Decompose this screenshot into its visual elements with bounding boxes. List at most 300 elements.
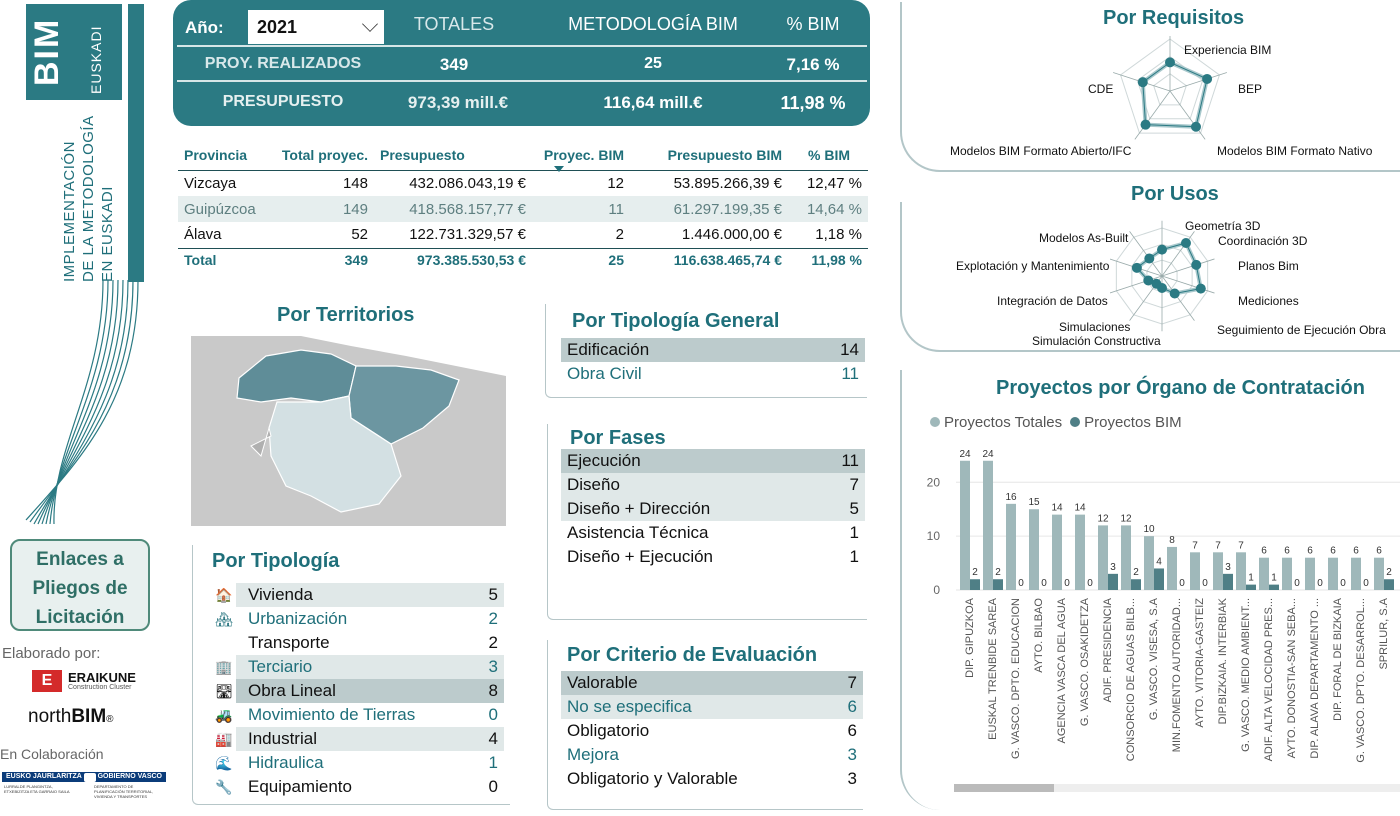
list-item-label: Obra Civil xyxy=(567,364,642,383)
list-item-value: 11 xyxy=(841,364,859,383)
list-item-label-wrap xyxy=(212,655,312,679)
links-button-line: Enlaces a xyxy=(36,549,124,570)
gov-fine-left: LURRALDE PLANGINTZA, ETXEBIZITZA ETA GARRAIO SAILA xyxy=(4,784,70,794)
usos-label-geometria: Geometría 3D xyxy=(1185,219,1261,233)
bar-totales xyxy=(1144,536,1154,590)
table-cell: 53.895.266,39 € xyxy=(673,174,782,192)
bar-bim xyxy=(1223,574,1233,590)
header-pct: % BIM xyxy=(786,14,840,34)
list-item[interactable] xyxy=(212,607,504,631)
bar-bim xyxy=(1384,579,1394,590)
vertical-title-line: EN EUSKADI xyxy=(99,186,116,282)
radar-point xyxy=(1196,284,1206,294)
list-item-value: 2 xyxy=(488,609,498,628)
bar-totales xyxy=(983,461,993,590)
col-proyec-bim-label: Proyec. BIM xyxy=(543,146,624,163)
bar-totales xyxy=(1167,547,1177,590)
bar-bim-label: 2 xyxy=(1133,567,1139,579)
list-item-value: 5 xyxy=(849,499,859,518)
list-item-value: 1 xyxy=(849,523,859,542)
table-cell: 12 xyxy=(607,174,624,192)
col-pct-bim[interactable]: % BIM xyxy=(788,140,868,170)
presupuesto-bim-value: 116,64 mill.€ xyxy=(603,93,703,112)
list-item-value: 3 xyxy=(847,745,857,764)
list-item[interactable] xyxy=(561,695,863,719)
list-item-value: 7 xyxy=(849,475,859,494)
bar-bim-label: 2 xyxy=(995,567,1001,579)
list-item-label: Obligatorio y Valorable xyxy=(567,769,738,788)
bar-totales xyxy=(1259,558,1269,590)
list-item[interactable] xyxy=(212,775,504,799)
summary-divider xyxy=(177,45,867,47)
x-category-label: DIP. FORAL DE BIZKAIA xyxy=(1332,598,1344,721)
list-item-value: 11 xyxy=(841,451,859,470)
list-item-label: Vivienda xyxy=(248,585,313,604)
table-cell: 1,18 % xyxy=(815,226,862,244)
bar-totales xyxy=(1075,515,1085,590)
x-category-label: G. VASCO. DPTO. EDUCACION xyxy=(1010,598,1022,759)
list-item-label-wrap xyxy=(212,607,347,631)
criterio-list xyxy=(561,671,863,791)
bar-totales-label: 8 xyxy=(1169,534,1175,546)
x-category-label: AYTO. VITORIA-GASTEIZ xyxy=(1194,598,1206,728)
col-presupuesto[interactable]: Presupuesto xyxy=(374,140,532,170)
usos-label-planos: Planos Bim xyxy=(1238,259,1299,273)
proy-bim-value: 25 xyxy=(644,55,662,72)
bar-totales-label: 14 xyxy=(1074,502,1086,514)
table-cell: 432.086.043,19 € xyxy=(409,174,526,192)
bar-bim-label: 0 xyxy=(1087,578,1093,589)
elaborado-label: Elaborado por: xyxy=(2,645,101,662)
eraikune-mark-icon: E xyxy=(32,670,62,692)
eraikune-name: ERAIKUNE xyxy=(68,670,136,685)
header-metodologia: METODOLOGÍA BIM xyxy=(568,14,738,34)
colaboracion-label: En Colaboración xyxy=(0,746,104,762)
list-item[interactable] xyxy=(212,583,504,607)
proy-totales-value: 349 xyxy=(439,55,469,74)
summary-divider xyxy=(177,80,867,82)
list-item-value: 3 xyxy=(488,657,498,676)
list-item-value: 0 xyxy=(488,777,498,796)
gov-shield-icon xyxy=(84,773,96,782)
year-select[interactable] xyxy=(248,10,384,44)
y-tick-label: 0 xyxy=(933,583,940,597)
legend-bim[interactable] xyxy=(1070,414,1182,431)
bar-totales xyxy=(1282,558,1292,590)
eraikune-logo xyxy=(32,670,136,692)
list-item-value: 1 xyxy=(488,753,498,772)
bar-bim-label: 3 xyxy=(1110,561,1116,573)
list-item-label-wrap xyxy=(567,743,619,767)
links-pliegos-button[interactable] xyxy=(10,539,150,631)
legend-bim-label: Proyectos BIM xyxy=(1084,414,1182,431)
usos-label-asbuilt: Modelos As-Built xyxy=(1039,231,1129,245)
requisitos-title: Por Requisitos xyxy=(1103,7,1245,29)
list-item-label-wrap xyxy=(567,671,638,695)
bar-totales xyxy=(1006,504,1016,590)
bar-totales-label: 10 xyxy=(1143,524,1155,536)
presupuesto-totales-value: 973,39 mill.€ xyxy=(407,93,509,112)
list-item-label: Industrial xyxy=(248,729,317,748)
radar-point xyxy=(1157,245,1167,255)
list-item[interactable] xyxy=(561,449,865,473)
x-category-label: DIP.BIZKAIA. INTERBIAK xyxy=(1217,598,1229,725)
logo-euskadi-text: EUSKADI xyxy=(88,25,104,94)
bar-totales-label: 24 xyxy=(982,448,994,460)
x-category-label: SPRILUR, S.A xyxy=(1378,598,1390,670)
links-button-line: Licitación xyxy=(35,607,125,628)
list-item-label: Urbanización xyxy=(248,609,348,628)
list-item-label-wrap xyxy=(212,703,415,727)
list-item-label: Equipamiento xyxy=(248,777,352,796)
table-row[interactable] xyxy=(178,222,868,248)
legend-totales-label: Proyectos Totales xyxy=(944,414,1063,431)
radar-point xyxy=(1170,288,1180,298)
list-item-label: No se especifica xyxy=(567,697,692,716)
tipologia-list xyxy=(212,583,504,799)
bar-bim xyxy=(1269,585,1279,590)
list-item-value: 0 xyxy=(488,705,498,724)
x-category-label: G. VASCO. DPTO. DESARROL... xyxy=(1355,598,1367,763)
col-provincia[interactable]: Provincia xyxy=(178,140,270,170)
bar-bim xyxy=(1246,585,1256,590)
list-item-label: Terciario xyxy=(248,657,313,676)
bar-totales xyxy=(1328,558,1338,590)
col-proyec-bim[interactable] xyxy=(532,140,630,170)
x-category-label: CONSORCIO DE AGUAS BILB... xyxy=(1125,598,1137,762)
bar-bim-label: 4 xyxy=(1156,556,1162,568)
chevron-down-icon xyxy=(362,16,378,32)
proy-pct-value: 7,16 % xyxy=(786,55,840,74)
x-category-label: DIP. GIPUZKOA xyxy=(964,598,976,678)
bar-totales-label: 12 xyxy=(1120,513,1132,525)
x-category-label: ADIF. ALTA VELOCIDAD PRES... xyxy=(1263,598,1275,762)
chart-legend xyxy=(930,414,1182,431)
bar-bim-label: 2 xyxy=(1386,567,1392,579)
list-item-label: Valorable xyxy=(567,673,638,692)
bar-bim-label: 1 xyxy=(1271,572,1277,584)
radar-series-halo xyxy=(1143,62,1207,126)
table-cell: 25 xyxy=(532,248,630,272)
bar-bim-label: 0 xyxy=(1294,578,1300,589)
bar-totales xyxy=(1305,558,1315,590)
list-item-label: Mejora xyxy=(567,745,619,764)
northbim-logo: northBIM® xyxy=(28,706,114,727)
wrench-icon: 🔧 xyxy=(212,775,236,799)
req-label-bep: BEP xyxy=(1238,82,1263,96)
list-item-label-wrap xyxy=(567,497,710,521)
col-presupuesto-bim[interactable]: Presupuesto BIM xyxy=(630,140,788,170)
list-item-label-wrap xyxy=(212,583,313,607)
legend-bim-dot-icon xyxy=(1070,417,1080,427)
radar-axis xyxy=(1135,91,1170,139)
list-item-value: 3 xyxy=(847,769,857,788)
bar-bim-label: 2 xyxy=(972,567,978,579)
table-cell: Guipúzcoa xyxy=(178,196,270,222)
vertical-title-line: DE LA METODOLOGÍA xyxy=(80,115,97,282)
x-category-label: AYTO. BILBAO xyxy=(1033,598,1045,673)
x-category-label: AYTO. DONOSTIA-SAN SEBA... xyxy=(1286,598,1298,759)
vertical-title xyxy=(60,82,117,282)
bar-bim xyxy=(1154,568,1164,590)
list-item-value: 8 xyxy=(488,681,498,700)
radar-point xyxy=(1143,275,1153,285)
table-cell: 2 xyxy=(615,226,624,244)
wave-icon: 🌊 xyxy=(212,751,236,775)
list-item-label: Diseño + Dirección xyxy=(567,499,711,518)
bar-bim xyxy=(1131,579,1141,590)
list-item[interactable] xyxy=(561,473,865,497)
bar-bim xyxy=(1108,574,1118,590)
list-item-value: 5 xyxy=(488,585,498,604)
gobierno-vasco-logo xyxy=(2,772,166,802)
table-cell: 116.638.465,74 € xyxy=(630,248,788,272)
factory-icon: 🏭 xyxy=(212,727,236,751)
logo-bim-text: BIM xyxy=(28,17,66,86)
bar-totales xyxy=(1213,552,1223,590)
bar-bim-label: 0 xyxy=(1340,578,1346,589)
list-item[interactable] xyxy=(561,497,865,521)
bar-totales-label: 6 xyxy=(1284,545,1290,557)
list-item[interactable] xyxy=(561,743,863,767)
table-cell: 122.731.329,57 € xyxy=(409,226,526,244)
table-cell: 11,98 % xyxy=(788,248,868,272)
radar-point xyxy=(1181,238,1191,248)
organo-bar-chart xyxy=(918,440,1400,796)
table-cell: 418.568.157,77 € xyxy=(374,196,532,222)
decorative-curves xyxy=(20,280,150,525)
bar-bim-label: 3 xyxy=(1225,561,1231,573)
usos-label-coordinacion: Coordinación 3D xyxy=(1218,234,1308,248)
list-item-label-wrap xyxy=(567,362,642,386)
legend-totales[interactable] xyxy=(930,414,1062,431)
northbim-a: north xyxy=(28,706,72,727)
list-item-label-wrap xyxy=(567,473,620,497)
legend-totales-dot-icon xyxy=(930,417,940,427)
usos-label-integracion: Integración de Datos xyxy=(997,294,1108,308)
list-item-label-wrap xyxy=(567,521,708,545)
table-cell: Álava xyxy=(184,226,222,244)
bar-bim-label: 0 xyxy=(1018,578,1024,589)
list-item-value: 14 xyxy=(840,340,859,359)
list-item-label-wrap xyxy=(212,775,352,799)
x-category-label: EUSKAL TRENBIDE SAREA xyxy=(987,598,999,740)
usos-label-simulaciones: Simulaciones xyxy=(1059,320,1131,334)
radar-point xyxy=(1202,74,1212,84)
tipologia-title: Por Tipología xyxy=(212,550,340,572)
radar-point xyxy=(1141,120,1151,130)
house-icon: 🏠 xyxy=(212,583,236,607)
tipologia-general-list xyxy=(561,338,865,386)
radar-point xyxy=(1165,57,1175,67)
req-label-experiencia: Experiencia BIM xyxy=(1184,43,1272,57)
table-cell: 52 xyxy=(351,226,368,244)
tractor-icon: 🚜 xyxy=(212,703,236,727)
year-label: Año: xyxy=(185,18,224,37)
bar-bim-label: 0 xyxy=(1041,578,1047,589)
req-label-ifc: Modelos BIM Formato Abierto/IFC xyxy=(950,144,1132,158)
list-item-value: 6 xyxy=(847,721,857,740)
req-label-cde: CDE xyxy=(1088,82,1114,96)
x-category-label: ADIF. PRESIDENCIA xyxy=(1102,598,1114,703)
bar-bim xyxy=(970,579,980,590)
header-totales: TOTALES xyxy=(413,14,495,34)
bar-totales-label: 6 xyxy=(1261,545,1267,557)
table-cell: 1.446.000,00 € xyxy=(681,226,782,244)
chart-scrollbar-thumb[interactable] xyxy=(954,784,1054,792)
list-item[interactable] xyxy=(212,631,504,655)
list-item-label-wrap xyxy=(567,449,641,473)
bar-totales xyxy=(1374,558,1384,590)
list-item[interactable] xyxy=(212,751,504,775)
list-item[interactable] xyxy=(561,719,863,743)
list-item-label-wrap xyxy=(567,719,649,743)
northbim-b: BIM xyxy=(71,706,107,727)
list-item-label-wrap xyxy=(212,751,324,775)
list-item-label: Diseño xyxy=(567,475,620,494)
links-button-line: Pliegos de xyxy=(32,578,128,599)
list-item[interactable] xyxy=(561,338,865,362)
bar-totales-label: 6 xyxy=(1376,545,1382,557)
territorios-map xyxy=(191,336,506,526)
list-item-label: Transporte xyxy=(248,633,330,652)
bar-bim-label: 0 xyxy=(1179,578,1185,589)
table-cell: 973.385.530,53 € xyxy=(374,248,532,272)
x-category-label: MIN.FOMENTO AUTORIDAD... xyxy=(1171,598,1183,753)
list-item-value: 6 xyxy=(847,697,857,716)
y-tick-label: 10 xyxy=(926,529,940,544)
x-category-label: G. VASCO. OSAKIDETZA xyxy=(1079,598,1091,727)
x-category-label: G. VASCO. MEDIO AMBIENT... xyxy=(1240,598,1252,752)
table-cell: 349 xyxy=(270,248,374,272)
radar-point xyxy=(1138,77,1148,87)
year-value: 2021 xyxy=(257,17,298,37)
radar-point xyxy=(1191,260,1201,270)
table-cell: 14,64 % xyxy=(788,196,868,222)
houses-icon: 🏘 xyxy=(212,607,236,631)
bar-bim-label: 0 xyxy=(1202,578,1208,589)
radar-point xyxy=(1144,254,1154,264)
bar-totales-label: 6 xyxy=(1353,545,1359,557)
usos-title: Por Usos xyxy=(1131,183,1219,205)
table-cell: Total xyxy=(178,248,270,272)
province-table xyxy=(178,140,868,272)
eraikune-sub: Construction Cluster xyxy=(68,684,132,691)
list-item[interactable] xyxy=(561,521,865,545)
bar-totales-label: 16 xyxy=(1005,491,1017,503)
table-row[interactable] xyxy=(178,170,868,196)
list-item-label: Ejecución xyxy=(567,451,641,470)
bar-totales xyxy=(1029,509,1039,590)
list-item-label: Obra Lineal xyxy=(248,681,336,700)
bar-totales xyxy=(960,461,970,590)
table-row[interactable] xyxy=(178,196,868,222)
list-item-label-wrap xyxy=(567,767,738,791)
usos-label-sim-constructiva: Simulación Constructiva xyxy=(1032,334,1161,348)
presupuesto-pct-value: 11,98 % xyxy=(780,93,846,113)
list-item[interactable] xyxy=(561,545,865,569)
list-item[interactable] xyxy=(212,679,504,703)
list-item[interactable] xyxy=(561,671,863,695)
x-category-label: DIP. ALAVA DEPARTAMENTO ... xyxy=(1309,598,1321,759)
usos-label-explotacion: Explotación y Mantenimiento xyxy=(956,259,1110,273)
list-item-label: Asistencia Técnica xyxy=(567,523,709,542)
req-label-nativo: Modelos BIM Formato Nativo xyxy=(1217,144,1373,158)
list-item-label-wrap xyxy=(567,338,649,362)
bar-totales-label: 14 xyxy=(1051,502,1063,514)
table-cell: Vizcaya xyxy=(184,174,237,192)
side-accent-bar xyxy=(128,4,144,282)
bar-totales xyxy=(1236,552,1246,590)
list-item[interactable] xyxy=(561,362,865,386)
bar-totales-label: 24 xyxy=(959,448,971,460)
tipologia-general-title: Por Tipología General xyxy=(572,310,780,332)
table-cell: 11 xyxy=(532,196,630,222)
table-cell: 148 xyxy=(342,174,368,192)
usos-label-mediciones: Mediciones xyxy=(1238,294,1299,308)
list-item-label-wrap xyxy=(212,727,317,751)
x-category-label: G. VASCO. VISESA, S.A xyxy=(1148,598,1160,721)
fases-list xyxy=(561,449,865,569)
bar-bim xyxy=(993,579,1003,590)
bar-totales-label: 15 xyxy=(1028,497,1040,509)
presupuesto-label: PRESUPUESTO xyxy=(222,93,344,110)
radar-point xyxy=(1191,122,1201,132)
list-item-label: Obligatorio xyxy=(567,721,650,740)
list-item[interactable] xyxy=(212,727,504,751)
list-item-label: Hidraulica xyxy=(248,753,324,772)
bar-totales-label: 6 xyxy=(1330,545,1336,557)
office-icon: 🏢 xyxy=(212,655,236,679)
proy-realizados-label: PROY. REALIZADOS xyxy=(204,55,362,72)
col-total-proyec[interactable]: Total proyec. xyxy=(270,140,374,170)
radar-axis xyxy=(1162,276,1194,321)
bar-totales-label: 6 xyxy=(1307,545,1313,557)
bar-totales xyxy=(1190,552,1200,590)
table-cell: 149 xyxy=(270,196,374,222)
list-item-value: 2 xyxy=(488,633,498,652)
list-item-label: Movimiento de Tierras xyxy=(248,705,416,724)
gov-left: EUSKO JAURLARITZA xyxy=(6,773,82,780)
list-item-value: 1 xyxy=(849,547,859,566)
fases-title: Por Fases xyxy=(570,427,666,449)
list-item[interactable] xyxy=(212,655,504,679)
x-category-label: AGENCIA VASCA DEL AGUA xyxy=(1056,598,1068,744)
bar-bim-label: 0 xyxy=(1064,578,1070,589)
bar-totales-label: 7 xyxy=(1215,540,1221,552)
bar-bim-label: 0 xyxy=(1363,578,1369,589)
list-item-label-wrap xyxy=(567,695,692,719)
table-total-row[interactable] xyxy=(178,248,868,272)
list-item-label-wrap xyxy=(212,631,330,655)
table-header-row xyxy=(178,140,868,170)
list-item-value: 4 xyxy=(488,729,498,748)
list-item[interactable] xyxy=(561,767,863,791)
bar-totales-label: 12 xyxy=(1097,513,1109,525)
list-item-label: Diseño + Ejecución xyxy=(567,547,714,566)
vertical-title-line: IMPLEMENTACIÓN xyxy=(61,141,78,282)
radar-point xyxy=(1132,263,1142,273)
gov-right: GOBIERNO VASCO xyxy=(97,773,162,780)
criterio-title: Por Criterio de Evaluación xyxy=(567,644,818,666)
bar-totales xyxy=(1098,525,1108,590)
table-cell: 61.297.199,35 € xyxy=(630,196,788,222)
list-item[interactable] xyxy=(212,703,504,727)
y-tick-label: 20 xyxy=(926,475,940,490)
sort-desc-icon xyxy=(554,166,564,172)
bar-bim-label: 1 xyxy=(1248,572,1254,584)
organo-title: Proyectos por Órgano de Contratación xyxy=(996,377,1365,399)
